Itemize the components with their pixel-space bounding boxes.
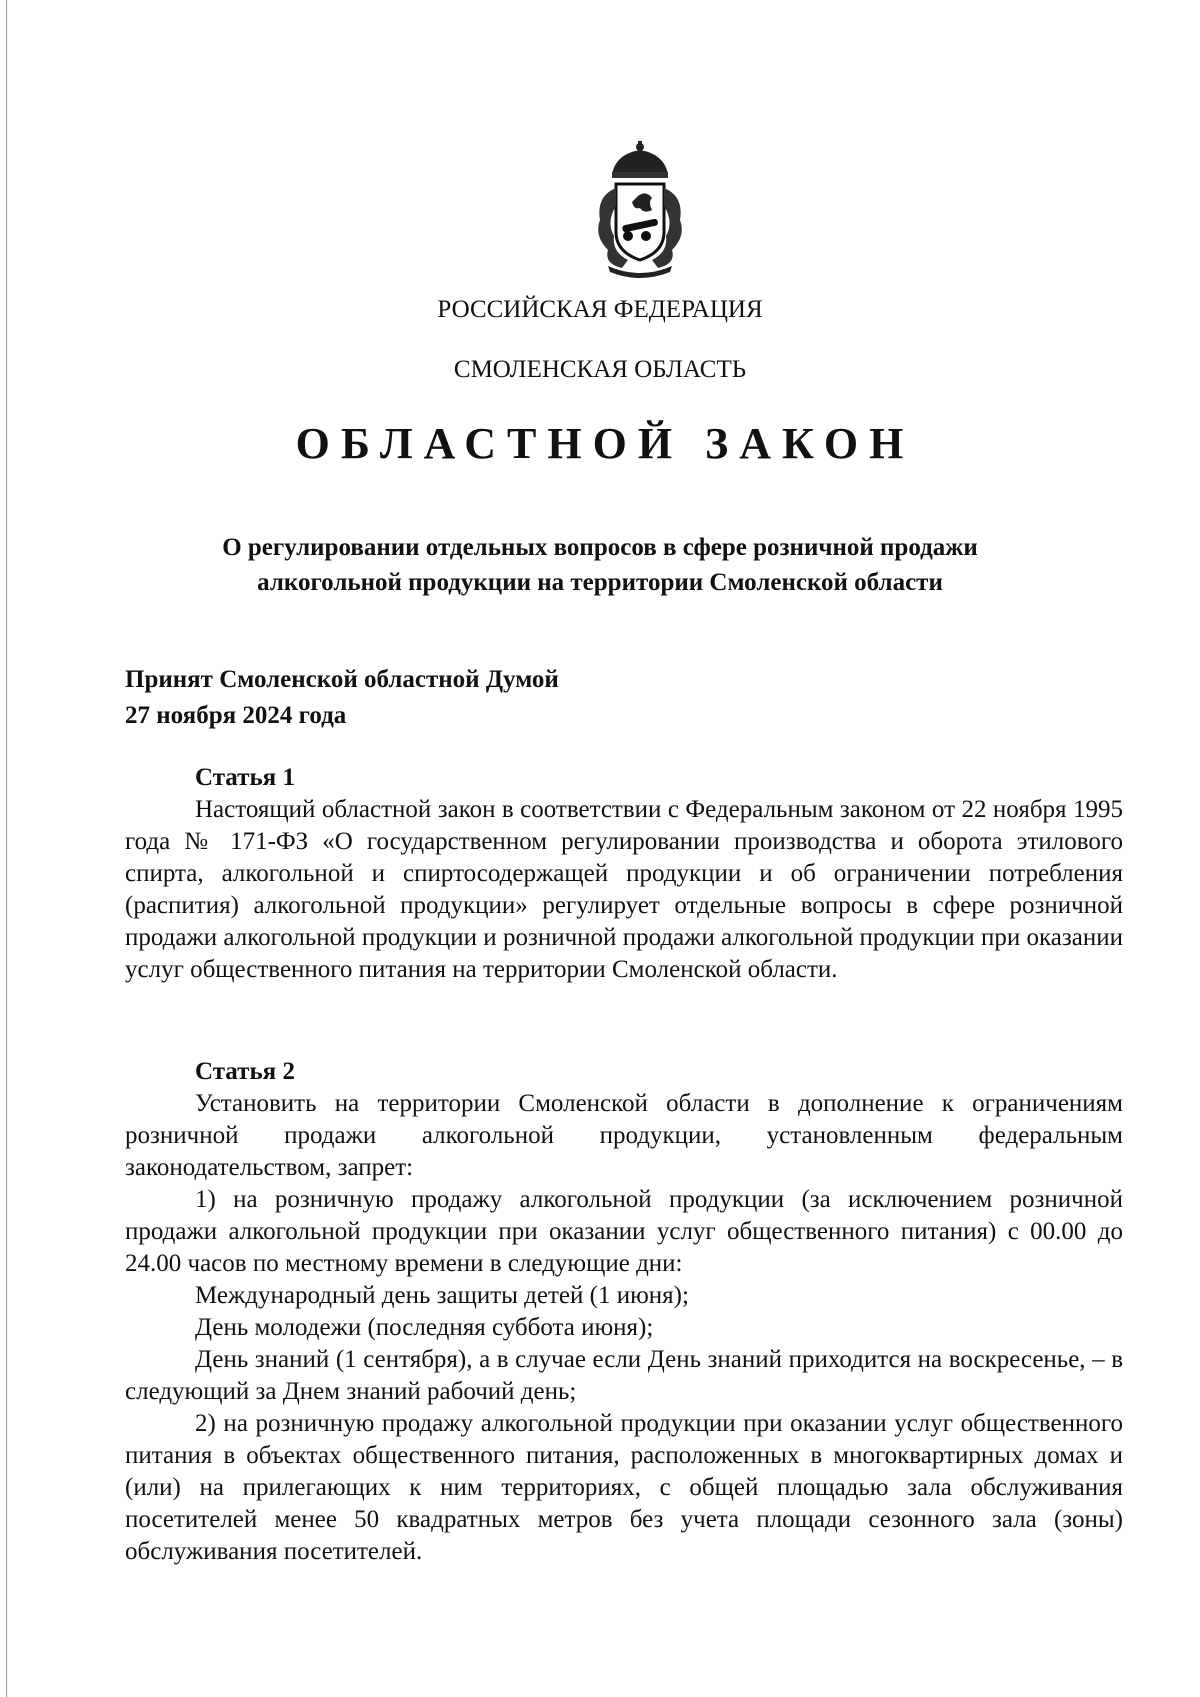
article-1-heading: Статья 1 — [195, 764, 295, 791]
article-1-text: Настоящий областной закон в соответствии с Федеральным законом от 22 ноября 1995 года № 171-ФЗ «О государственном регулировании производства и оборота этилового спирта, алкогольной и спиртосодержащей продукции и об ограничении потребления (распития) алкогольной продукции» регулирует отдельные вопросы в сфере розничной продажи алкогольной продукции и розничной продажи алкогольной продукции при оказании услуг общественного питания на территории Смоленской области. — [125, 796, 1123, 983]
law-title-line: алкогольной продукции на территории Смоленской области — [257, 569, 943, 596]
law-title-line: О регулировании отдельных вопросов в сфере розничной продажи — [222, 534, 978, 561]
region-heading: СМОЛЕНСКАЯ ОБЛАСТЬ — [453, 356, 747, 383]
federation-heading: РОССИЙСКАЯ ФЕДЕРАЦИЯ — [437, 296, 763, 323]
article-2-item-1: 1) на розничную продажу алкогольной продукции (за исключением розничной продажи алкогольной продукции при оказании услуг общественного питания) с 00.00 до 24.00 часов по местному времени в следующие дни: — [125, 1186, 1123, 1277]
article-2 — [125, 1056, 1123, 1568]
article-2-day-3: День знаний (1 сентября), а в случае если День знаний приходится на воскресенье, – в следующий за Днем знаний рабочий день; — [125, 1346, 1123, 1405]
adoption-date: 27 ноября 2024 года — [125, 702, 347, 729]
article-2-item-2: 2) на розничную продажу алкогольной продукции при оказании услуг общественного питания в объектах общественного питания, расположенных в многоквартирных домах и (или) на прилегающих к ним территориях, с общей площадью зала обслуживания посетителей менее 50 квадратных метров без учета площади сезонного зала (зоны) обслуживания посетителей. — [125, 1410, 1123, 1565]
article-2-day-1: Международный день защиты детей (1 июня); — [195, 1282, 689, 1309]
adoption-body: Принят Смоленской областной Думой — [125, 666, 559, 693]
article-2-intro: Установить на территории Смоленской области в дополнение к ограничениям розничной продажи алкогольной продукции, установленным федеральным законодательством, запрет: — [125, 1090, 1123, 1181]
coat-of-arms-emblem — [582, 140, 698, 278]
scan-edge-line — [6, 0, 7, 1697]
law-title — [150, 530, 1050, 600]
adoption-note — [125, 662, 559, 734]
document-type-heading: ОБЛАСТНОЙ ЗАКОН — [295, 419, 915, 468]
article-1 — [125, 762, 1123, 986]
article-2-day-2: День молодежи (последняя суббота июня); — [195, 1314, 654, 1341]
article-2-heading: Статья 2 — [195, 1058, 295, 1085]
